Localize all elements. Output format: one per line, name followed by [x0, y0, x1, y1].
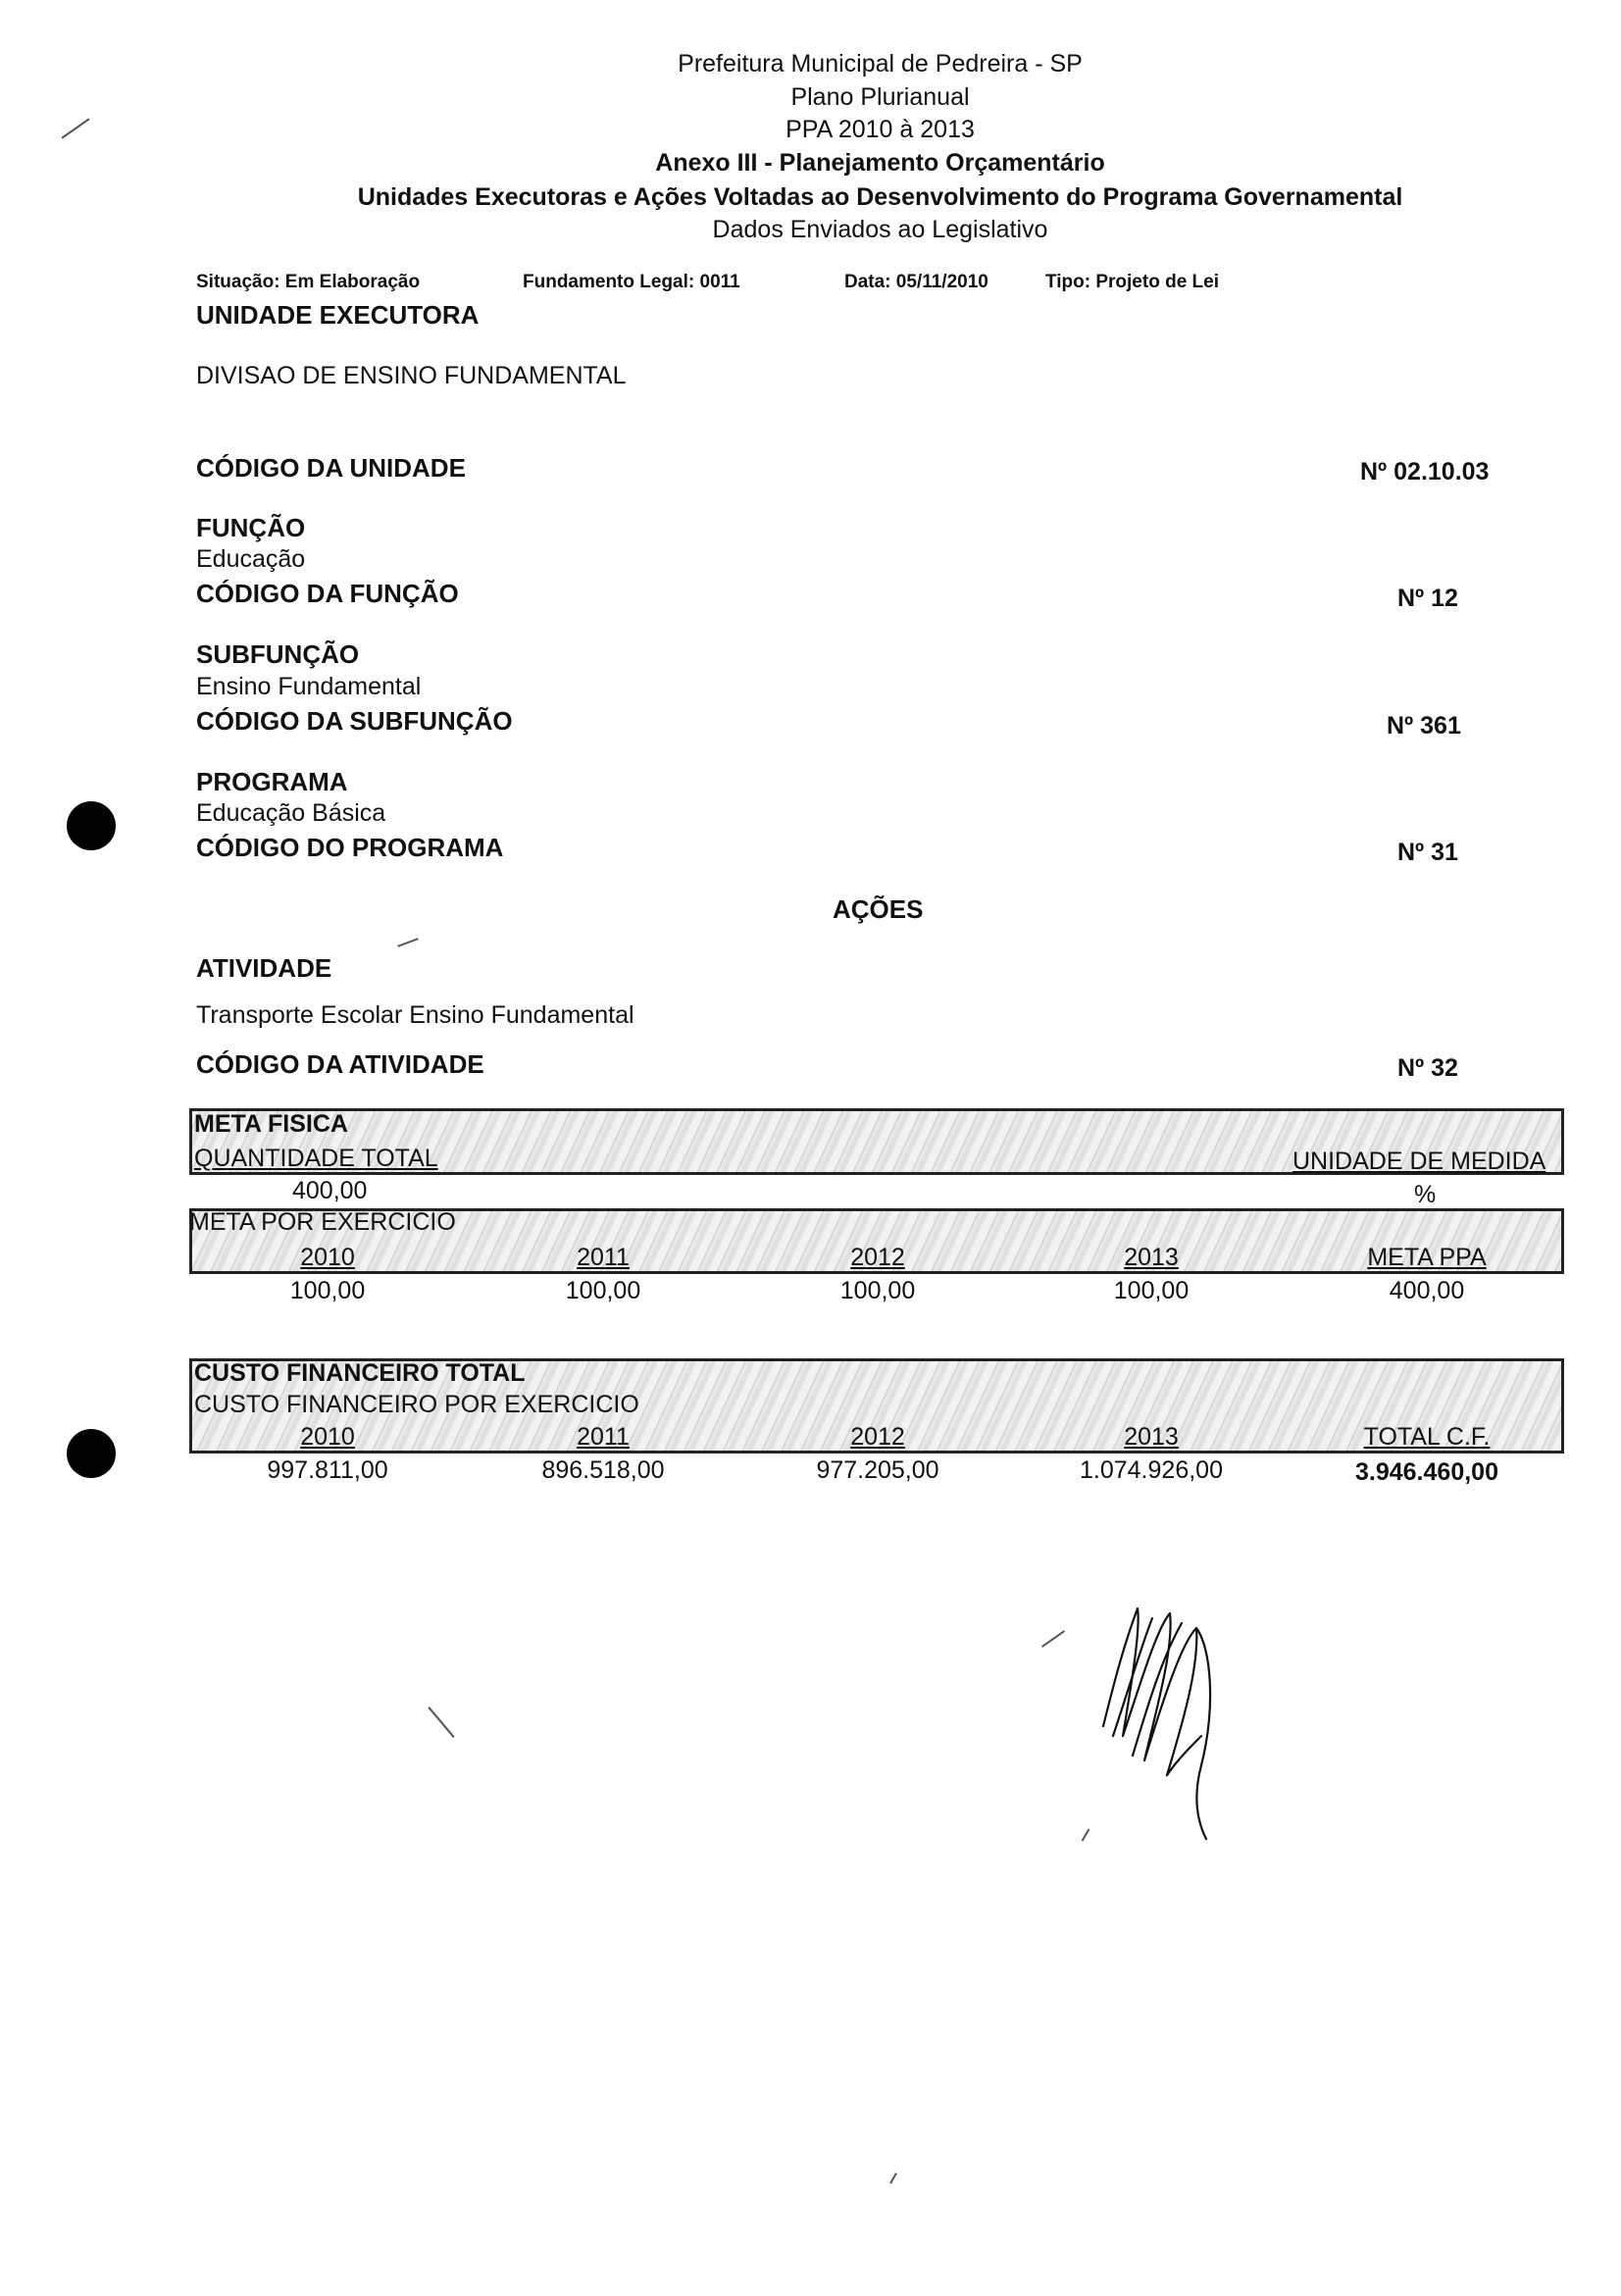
header-line-1: Prefeitura Municipal de Pedreira - SP [678, 50, 1083, 77]
codigo-unidade-label: CÓDIGO DA UNIDADE [196, 453, 466, 483]
scan-mark [1041, 1630, 1065, 1648]
codigo-subfuncao-label: CÓDIGO DA SUBFUNÇÃO [196, 706, 513, 736]
meta-value-2011: 100,00 [565, 1277, 641, 1304]
tipo: Tipo: Projeto de Lei [1045, 272, 1219, 292]
header-line-5: Unidades Executoras e Ações Voltadas ao Desenvolvimento do Programa Governamental [357, 183, 1403, 211]
punch-hole-bottom [67, 1429, 116, 1478]
acoes-title: AÇÕES [833, 894, 924, 924]
codigo-programa-value: Nº 31 [1397, 839, 1458, 866]
codigo-atividade-value: Nº 32 [1397, 1054, 1458, 1082]
meta-value-2012: 100,00 [839, 1277, 916, 1304]
codigo-subfuncao-value: Nº 361 [1387, 712, 1461, 740]
meta-value-2010: 100,00 [289, 1277, 366, 1304]
custo-value-total: 3.946.460,00 [1355, 1458, 1498, 1486]
meta-value-ppa: 400,00 [1389, 1277, 1465, 1304]
custo-financeiro-total-title: CUSTO FINANCEIRO TOTAL [194, 1359, 526, 1387]
custo-value-2012: 977.205,00 [816, 1456, 939, 1484]
situacao: Situação: Em Elaboração [196, 272, 421, 292]
custo-value-2011: 896.518,00 [541, 1456, 665, 1484]
fundamento-legal: Fundamento Legal: 0011 [523, 272, 740, 292]
funcao-value: Educação [196, 545, 306, 573]
meta-fisica-title: META FISICA [194, 1110, 348, 1138]
unidade-medida-label: UNIDADE DE MEDIDA [1292, 1148, 1546, 1175]
custo-year-2012: 2012 [850, 1423, 905, 1451]
meta-year-2010: 2010 [300, 1244, 355, 1271]
codigo-unidade-value: Nº 02.10.03 [1360, 458, 1490, 485]
programa-label: PROGRAMA [196, 767, 348, 796]
codigo-funcao-value: Nº 12 [1397, 585, 1458, 612]
meta-value-2013: 100,00 [1113, 1277, 1190, 1304]
codigo-atividade-label: CÓDIGO DA ATIVIDADE [196, 1049, 484, 1079]
quantidade-total-label: QUANTIDADE TOTAL [194, 1145, 438, 1172]
meta-year-2013: 2013 [1124, 1244, 1179, 1271]
header-line-3: PPA 2010 à 2013 [785, 116, 975, 143]
meta-year-2011: 2011 [577, 1244, 630, 1271]
scan-mark [889, 2172, 897, 2183]
funcao-label: FUNÇÃO [196, 513, 306, 542]
custo-year-2013: 2013 [1124, 1423, 1179, 1451]
meta-ppa-label: META PPA [1367, 1244, 1487, 1271]
custo-year-2010: 2010 [300, 1423, 355, 1451]
custo-value-2013: 1.074.926,00 [1080, 1456, 1223, 1484]
header-line-2: Plano Plurianual [790, 83, 970, 111]
codigo-programa-label: CÓDIGO DO PROGRAMA [196, 833, 504, 862]
scan-mark [428, 1707, 454, 1738]
meta-year-2012: 2012 [850, 1244, 905, 1271]
unidade-medida-value: % [1414, 1181, 1437, 1208]
punch-hole-top [67, 801, 116, 850]
atividade-value: Transporte Escolar Ensino Fundamental [196, 1001, 634, 1029]
scan-mark [397, 938, 418, 946]
quantidade-total-value: 400,00 [292, 1177, 368, 1204]
codigo-funcao-label: CÓDIGO DA FUNÇÃO [196, 579, 459, 608]
data: Data: 05/11/2010 [844, 272, 988, 292]
custo-por-exercicio-label: CUSTO FINANCEIRO POR EXERCICIO [194, 1391, 639, 1418]
subfuncao-label: SUBFUNÇÃO [196, 639, 360, 669]
custo-value-2010: 997.811,00 [267, 1456, 388, 1484]
unidade-executora-label: UNIDADE EXECUTORA [196, 300, 480, 330]
signature [1084, 1589, 1250, 1844]
header-line-4: Anexo III - Planejamento Orçamentário [655, 149, 1105, 177]
subfuncao-value: Ensino Fundamental [196, 673, 422, 700]
custo-total-label: TOTAL C.F. [1363, 1423, 1491, 1451]
meta-por-exercicio-label: META POR EXERCICIO [189, 1208, 456, 1236]
unidade-executora-value: DIVISAO DE ENSINO FUNDAMENTAL [196, 362, 627, 389]
atividade-label: ATIVIDADE [196, 953, 332, 983]
programa-value: Educação Básica [196, 799, 386, 827]
custo-year-2011: 2011 [577, 1423, 630, 1451]
header-line-6: Dados Enviados ao Legislativo [712, 216, 1048, 243]
